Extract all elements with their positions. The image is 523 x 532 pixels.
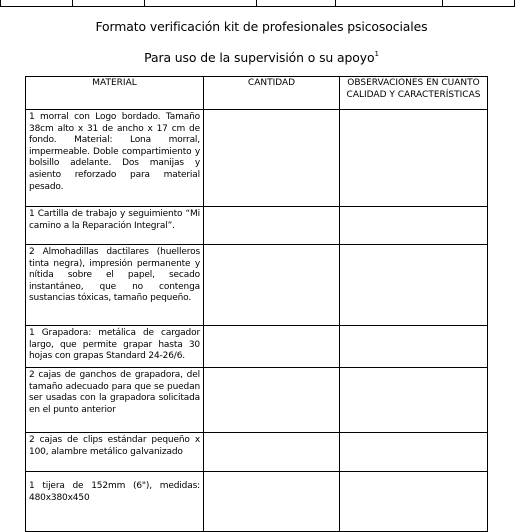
observaciones-cell[interactable]: [340, 433, 488, 472]
table-row: [26, 207, 488, 245]
material-cell: 1 Cartilla de trabajo y seguimiento “Mi camino a la Reparación Integral”.: [26, 207, 204, 245]
material-cell: 1 tijera de 152mm (6"), medidas: 480x380x450: [26, 472, 204, 532]
observaciones-cell[interactable]: [340, 368, 488, 433]
table-row: [26, 326, 488, 368]
header-material: MATERIAL: [26, 77, 204, 110]
material-cell: 2 cajas de clips estándar pequeño x 100, alambre metálico galvanizado: [26, 433, 204, 472]
header-cantidad: CANTIDAD: [204, 77, 340, 110]
observaciones-cell[interactable]: [340, 207, 488, 245]
material-cell: 2 cajas de ganchos de grapadora, del tamaño adecuado para que se puedan ser usadas con la grapadora solicitada en el punto anterior: [26, 368, 204, 433]
cantidad-cell[interactable]: [204, 368, 340, 433]
table-row: [26, 245, 488, 326]
table-row: [26, 368, 488, 433]
footnote-marker: 1: [374, 50, 379, 58]
cantidad-cell[interactable]: [204, 110, 340, 207]
cantidad-cell[interactable]: [204, 472, 340, 532]
document-title: Formato verificación kit de profesionales psicosociales: [95, 19, 428, 34]
kit-verification-table: [25, 76, 488, 532]
observaciones-cell[interactable]: [340, 326, 488, 368]
table-row: [26, 472, 488, 532]
cantidad-cell[interactable]: [204, 245, 340, 326]
material-cell: 2 Almohadillas dactilares (huelleros tinta negra), impresión permanente y nítida sobre el papel, secado instantáneo, que no contenga sustancias tóxicas, tamaño pequeño.: [26, 245, 204, 326]
previous-table-edge: [0, 0, 523, 7]
cantidad-cell[interactable]: [204, 433, 340, 472]
observaciones-cell[interactable]: [340, 110, 488, 207]
table-row: [26, 110, 488, 207]
subtitle-text: Para uso de la supervisión o su apoyo: [144, 50, 375, 65]
table-row: [26, 433, 488, 472]
header-observaciones: OBSERVACIONES EN CUANTO CALIDAD Y CARACTERÍSTICAS: [340, 77, 488, 110]
document-subtitle: [0, 50, 523, 65]
cantidad-cell[interactable]: [204, 207, 340, 245]
observaciones-cell[interactable]: [340, 472, 488, 532]
cantidad-cell[interactable]: [204, 326, 340, 368]
table-header-row: [26, 77, 488, 110]
observaciones-cell[interactable]: [340, 245, 488, 326]
material-cell: 1 Grapadora: metálica de cargador largo, que permite grapar hasta 30 hojas con grapas Standard 24-26/6.: [26, 326, 204, 368]
material-cell: 1 morral con Logo bordado. Tamaño 38cm alto x 31 de ancho x 17 cm de fondo. Material: Lona morral, impermeable. Doble compartimiento y bolsillo adelante. Dos manijas y asiento reforzado para material pesado.: [26, 110, 204, 207]
